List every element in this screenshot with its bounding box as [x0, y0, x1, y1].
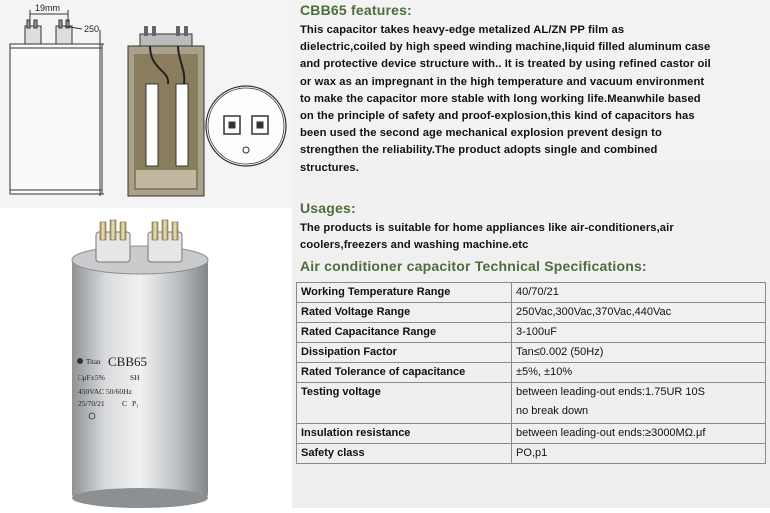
p1-label: P₁: [132, 399, 139, 408]
top-view-drawing: [206, 86, 286, 166]
spec-key: Insulation resistance: [297, 424, 512, 444]
table-row: [297, 303, 766, 323]
features-line: to make the capacitor more stable with long working life.Meanwhile based: [300, 92, 701, 105]
specification-panel: [292, 0, 770, 508]
spec-value-line: no break down: [516, 405, 589, 417]
capacitance-label: □μF±5%: [78, 373, 105, 382]
spec-key: Working Temperature Range: [297, 283, 512, 303]
features-line: This capacitor takes heavy-edge metalized AL/ZN PP film as: [300, 24, 625, 36]
features-title: CBB65 features:: [300, 2, 412, 18]
features-line: dielectric,coiled by high speed winding machine,liquid filled aluminum case: [300, 41, 711, 54]
spec-key: Safety class: [297, 444, 512, 464]
spec-value: PO,p1: [512, 444, 766, 464]
features-line: and protective device structure with.. It is treated by using refined castor oil: [300, 58, 711, 71]
capacitor-photo: [0, 208, 292, 508]
model-label: CBB65: [108, 354, 148, 369]
spec-value: ±5%, ±10%: [512, 363, 766, 383]
spec-key: Rated Capacitance Range: [297, 323, 512, 343]
outline-drawing: [10, 10, 104, 196]
table-row: [297, 323, 766, 343]
product-photo-panel: [0, 208, 292, 508]
spec-key: Rated Tolerance of capacitance: [297, 363, 512, 383]
spec-value: between leading-out ends:≥3000MΩ.μf: [512, 424, 766, 444]
table-row: [297, 283, 766, 303]
usages-line: The products is suitable for home appliances like air-conditioners,air: [300, 222, 674, 234]
spec-value: 40/70/21: [512, 283, 766, 303]
spec-value: Tan≤0.002 (50Hz): [512, 343, 766, 363]
diagram-panel: [0, 0, 292, 208]
c-label: C: [122, 399, 128, 408]
specs-title: Air conditioner capacitor Technical Specifications:: [300, 258, 647, 274]
sh-label: SH: [130, 373, 140, 382]
spec-value: 250Vac,300Vac,370Vac,440Vac: [512, 303, 766, 323]
table-row: [297, 383, 766, 424]
features-line: structures.: [300, 161, 359, 174]
features-line: strengthen the reliability.The product adopts single and combined: [300, 144, 658, 157]
spec-key: Testing voltage: [297, 383, 512, 424]
height-dimension-label: 250: [84, 24, 100, 34]
terminal-right: [148, 220, 182, 262]
features-line: or wax as an impregnant in the high temperature and vacuum environment: [300, 75, 705, 88]
width-dimension-label: 19mm: [35, 3, 61, 13]
table-row: [297, 444, 766, 464]
spec-key: Rated Voltage Range: [297, 303, 512, 323]
features-line: been used the second age mechanical explosion prevent design to: [300, 127, 662, 140]
terminal-left: [96, 220, 130, 262]
usages-title: Usages:: [300, 200, 356, 216]
features-paragraph: [300, 22, 762, 177]
brand-label: Titan: [86, 358, 101, 366]
features-line: on the principle of safety and proof-explosion,this kind of capacitors has: [300, 110, 695, 123]
spec-value: 3-100uF: [512, 323, 766, 343]
spec-value: [512, 383, 766, 424]
table-row: [297, 363, 766, 383]
usages-line: coolers,freezers and washing machine.etc: [300, 239, 529, 252]
voltage-label: 450VAC 50/60Hz: [78, 387, 132, 396]
cross-section-drawing: [128, 26, 204, 196]
capacitor-diagram: [0, 0, 292, 208]
table-row: [297, 424, 766, 444]
usages-paragraph: [300, 220, 762, 254]
spec-key: Dissipation Factor: [297, 343, 512, 363]
spec-table: [296, 282, 766, 464]
class-label: 25/70/21: [78, 399, 105, 408]
spec-value-line: between leading-out ends:1.75UR 10S: [516, 386, 705, 398]
table-row: [297, 343, 766, 363]
